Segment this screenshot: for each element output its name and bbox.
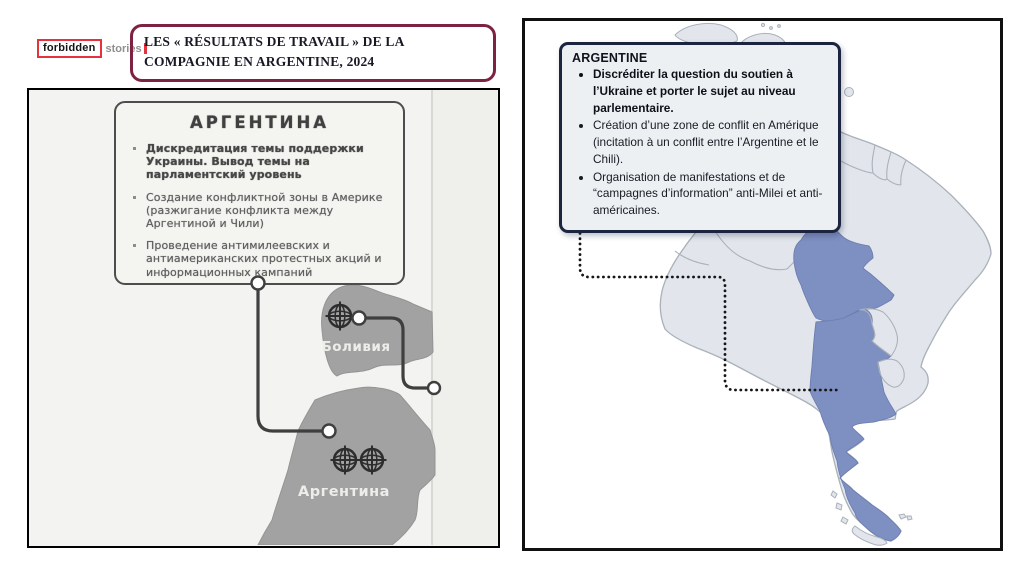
callout-bullet: • Organisation de manifestations et de “campagnes d’information” anti-Milei et anti-américaines. xyxy=(593,169,828,219)
scan-doc-title: АРГЕНТИНА xyxy=(189,113,330,132)
scan-bullet-list xyxy=(117,142,402,279)
south-america-map-panel xyxy=(522,18,1003,551)
callout-bullet: • Création d’une zone de conflit en Amérique (incitation à un conflit entre l’Argentine et le Chili). xyxy=(593,117,828,167)
doc-bullet: Проведение антимилеевских и антиамериканских протестных акций и информационных кампаний xyxy=(133,239,394,279)
scanned-text-block xyxy=(117,104,402,288)
argentina-callout-box xyxy=(559,42,841,233)
scan-page-margin xyxy=(432,90,497,545)
doc-bullet: Дискредитация темы поддержки Украины. Вывод темы на парламентский уровень xyxy=(133,142,394,182)
bolivia-label-scan: Боливия xyxy=(321,339,391,355)
connector-node xyxy=(353,312,366,325)
scanned-document-panel xyxy=(27,88,500,548)
argentina-landmass-scan xyxy=(258,387,435,545)
callout-bullet: • Discréditer la question du soutien à l’Ukraine et porter le sujet au niveau parlementaire. xyxy=(593,66,828,116)
connector-node xyxy=(323,425,336,438)
headline-box xyxy=(130,24,496,82)
logo-word-forbidden: forbidden xyxy=(37,39,102,58)
argentina-label-scan: Аргентина xyxy=(298,484,390,500)
bolivia-landmass-scan xyxy=(322,285,433,376)
logo-word-stories: stories xyxy=(105,42,142,55)
callout-title: ARGENTINE xyxy=(572,51,648,65)
page-title: LES « RÉSULTATS DE TRAVAIL » DE LA COMPAGNIE EN ARGENTINE, 2024 xyxy=(144,34,404,70)
connector-node xyxy=(428,382,440,394)
doc-bullet: Создание конфликтной зоны в Америке (разжигание конфликта между Аргентиной и Чили) xyxy=(133,191,394,231)
callout-bullet-list xyxy=(572,66,828,219)
